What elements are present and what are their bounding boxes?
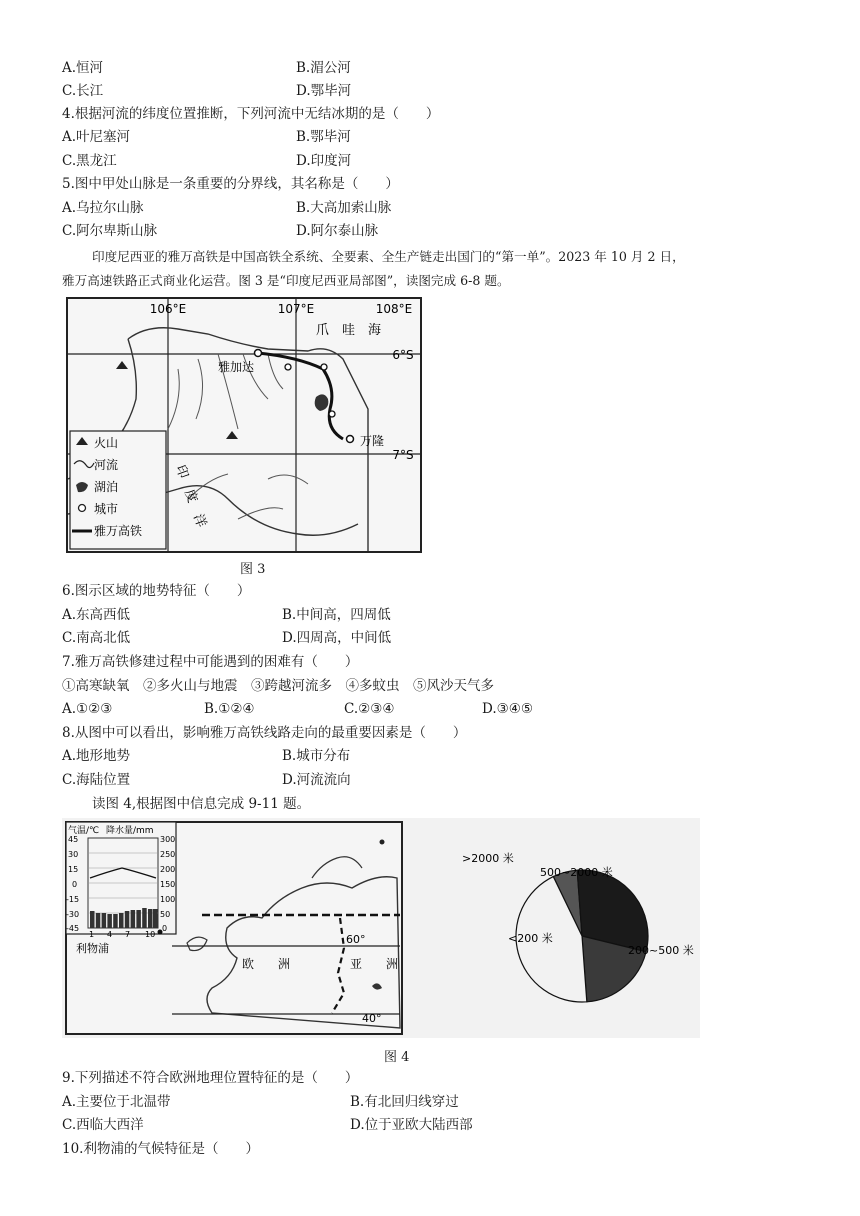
europe-figure-svg [62, 818, 700, 1038]
intro-paragraph-line-1: 印度尼西亚的雅万高铁是中国高铁全系统、全要素、全生产链走出国门的“第一单”。2023 年 10 月 2 日， [92, 249, 685, 264]
q8-option-c: C.海陆位置 [62, 772, 131, 788]
svg-text:300: 300 [160, 835, 176, 844]
liverpool-label: 利物浦 [76, 942, 109, 955]
q7-option-c: C.②③④ [344, 701, 395, 717]
q6-stem: 6.图示区域的地势特征（ ） [62, 583, 251, 599]
figure-4 [62, 818, 700, 1038]
city-bandung-marker [347, 436, 354, 443]
svg-text:250: 250 [160, 850, 176, 859]
bandung-label: 万隆 [360, 434, 385, 448]
pie-label-below-200: <200 米 [508, 932, 553, 945]
svg-text:4: 4 [107, 930, 113, 939]
figure-4-caption: 图 4 [384, 1050, 410, 1065]
q9-option-b: B.有北回归线穿过 [350, 1094, 459, 1110]
q10-stem: 10.利物浦的气候特征是（ ） [62, 1141, 259, 1157]
q8-option-b: B.城市分布 [282, 748, 351, 764]
q5-option-c: C.阿尔卑斯山脉 [62, 223, 158, 239]
svg-text:-30: -30 [66, 910, 80, 919]
indonesia-map-svg [68, 299, 420, 551]
q5-stem: 5.图中甲处山脉是一条重要的分界线，其名称是（ ） [62, 176, 399, 192]
intro-2: 读图 4,根据图中信息完成 9-11 题。 [92, 796, 311, 812]
q4-option-d: D.印度河 [296, 153, 352, 169]
q9-option-d: D.位于亚欧大陆西部 [350, 1117, 473, 1133]
lat-6s-label: 6°S [392, 348, 414, 362]
svg-text:-15: -15 [66, 895, 80, 904]
legend-railway: 雅万高铁 [94, 524, 143, 538]
q5-option-a: A.乌拉尔山脉 [62, 200, 144, 216]
legend-volcano: 火山 [94, 436, 119, 450]
pie-label-200-500: 200~500 米 [628, 944, 694, 957]
city-icon [79, 505, 86, 512]
q3-option-d: D.鄂毕河 [296, 83, 352, 99]
lat-7s-label: 7°S [392, 448, 414, 462]
lon-107-label: 107°E [277, 302, 315, 316]
legend-city: 城市 [94, 502, 119, 516]
q7-option-a: A.①②③ [62, 701, 113, 717]
q4-option-a: A.叶尼塞河 [62, 129, 131, 145]
q4-stem: 4.根据河流的纬度位置推断，下列河流中无结冰期的是（ ） [62, 106, 440, 122]
q6-option-a: A.东高西低 [62, 607, 131, 623]
lat-40-label: 40° [362, 1012, 382, 1025]
svg-text:45: 45 [68, 835, 79, 844]
legend-lake: 湖泊 [94, 480, 119, 494]
svg-text:150: 150 [160, 880, 176, 889]
asia-label: 亚 洲 [350, 957, 399, 971]
figure-3-caption: 图 3 [240, 562, 266, 577]
svg-text:0: 0 [72, 880, 78, 889]
q7-option-b: B.①②④ [204, 701, 255, 717]
q9-stem: 9.下列描述不符合欧洲地理位置特征的是（ ） [62, 1070, 359, 1086]
q7-stem: 7.雅万高铁修建过程中可能遇到的困难有（ ） [62, 654, 359, 670]
q6-option-b: B.中间高，四周低 [282, 607, 391, 623]
indian-ocean-label: 印 度 洋 [172, 463, 209, 530]
q3-option-a: A.恒河 [62, 60, 104, 76]
elevation-pie-chart [462, 851, 694, 1002]
q3-option-b: B.湄公河 [296, 60, 351, 76]
q8-option-d: D.河流流向 [282, 772, 351, 788]
svg-text:15: 15 [68, 865, 79, 874]
q3-option-c: C.长江 [62, 83, 104, 99]
pie-label-500-2000: 500~2000 米 [540, 866, 613, 879]
svg-text:0: 0 [162, 924, 168, 933]
legend-river: 河流 [94, 458, 119, 472]
europe-label: 欧 洲 [242, 957, 291, 971]
java-sea-label: 爪 哇 海 [316, 323, 382, 338]
figure-3-map [66, 297, 422, 553]
q6-option-c: C.南高北低 [62, 630, 131, 646]
q5-option-b: B.大高加索山脉 [296, 200, 392, 216]
q4-option-b: B.鄂毕河 [296, 129, 351, 145]
lat-60-label: 60° [346, 933, 366, 946]
city-jakarta-marker [255, 350, 262, 357]
q5-option-d: D.阿尔泰山脉 [296, 223, 379, 239]
q7-option-d: D.③④⑤ [482, 701, 533, 717]
q7-items: ①高寒缺氧 ②多火山与地震 ③跨越河流多 ④多蚊虫 ⑤风沙天气多 [62, 678, 494, 694]
svg-text:10: 10 [145, 930, 156, 939]
intro-paragraph-line-2: 雅万高速铁路正式商业化运营。图 3 是“印度尼西亚局部图”，读图完成 6-8 题。 [62, 273, 510, 288]
jakarta-label: 雅加达 [218, 360, 255, 374]
q6-option-d: D.四周高，中间低 [282, 630, 392, 646]
lon-106-label: 106°E [149, 302, 187, 316]
lon-108-label: 108°E [375, 302, 413, 316]
svg-text:7: 7 [125, 930, 131, 939]
svg-text:100: 100 [160, 895, 176, 904]
q9-option-c: C.西临大西洋 [62, 1117, 144, 1133]
svg-text:50: 50 [160, 910, 171, 919]
q8-stem: 8.从图中可以看出，影响雅万高铁线路走向的最重要因素是（ ） [62, 725, 467, 741]
q9-option-a: A.主要位于北温带 [62, 1094, 171, 1110]
svg-text:-45: -45 [66, 924, 80, 933]
svg-text:1: 1 [89, 930, 95, 939]
pie-label-above-2000: >2000 米 [462, 852, 514, 865]
temp-axis-title: 气温/℃ [68, 826, 100, 836]
q8-option-a: A.地形地势 [62, 748, 131, 764]
q4-option-c: C.黑龙江 [62, 153, 117, 169]
svg-text:200: 200 [160, 865, 176, 874]
precip-axis-title: 降水量/mm [106, 826, 154, 836]
svg-text:30: 30 [68, 850, 79, 859]
